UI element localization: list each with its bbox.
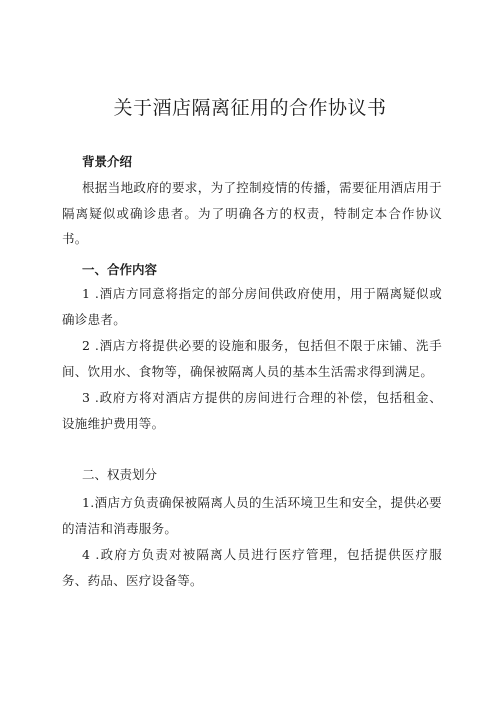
background-paragraph: 根据当地政府的要求，为了控制疫情的传播，需要征用酒店用于隔离疑似或确诊患者。为了明确各方的权责，特制定本合作协议书。 bbox=[62, 180, 442, 246]
section-heading-background: 背景介绍 bbox=[82, 154, 133, 169]
cooperation-item-3: 3 .政府方将对酒店方提供的房间进行合理的补偿，包括租金、设施维护费用等。 bbox=[62, 390, 442, 431]
responsibility-item-1: 1.酒店方负责确保被隔离人员的生活环境卫生和安全，提供必要的清洁和消毒服务。 bbox=[62, 495, 442, 536]
section-heading-responsibilities: 二、权责划分 bbox=[82, 467, 158, 482]
document-title: 关于酒店隔离征用的合作协议书 bbox=[113, 97, 387, 119]
cooperation-item-2: 2 .酒店方将提供必要的设施和服务，包括但不限于床铺、洗手间、饮用水、食物等，确保被隔离人员的基本生活需求得到满足。 bbox=[62, 338, 442, 379]
cooperation-item-1: 1 .酒店方同意将指定的部分房间供政府使用，用于隔离疑似或确诊患者。 bbox=[62, 286, 442, 327]
section-heading-cooperation: 一、合作内容 bbox=[82, 262, 158, 277]
responsibility-item-2: 4 .政府方负责对被隔离人员进行医疗管理，包括提供医疗服务、药品、医疗设备等。 bbox=[62, 547, 442, 588]
